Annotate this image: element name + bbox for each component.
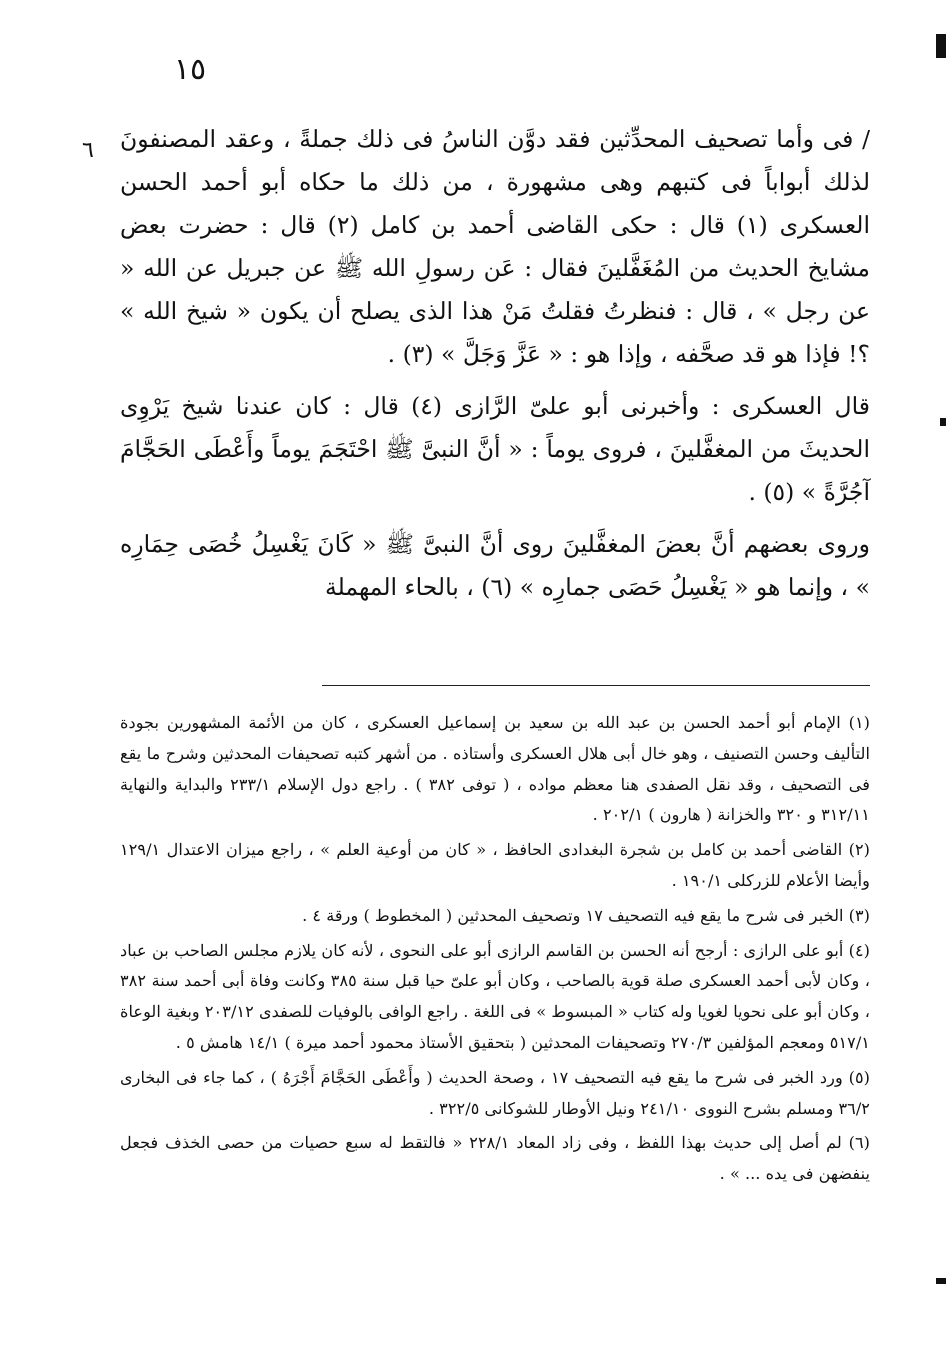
footnote: (٣) الخبر فى شرح ما يقع فيه التصحيف ١٧ وتصحيف المحدثين ( المخطوط ) ورقة ٤ . xyxy=(302,905,870,925)
footnote: (٢) القاضى أحمد بن كامل بن شجرة البغدادى الحافظ ، « كان من أوعية العلم » ، راجع ميزان الاعتدال ١٢٩/١ وأيضا الأعلام للزركلى ١٩٠/١ . xyxy=(120,840,870,890)
footnote: (٦) لم أصل إلى حديث بهذا اللفظ ، وفى زاد المعاد ٢٢٨/١ « فالتقط له سبع حصيات من حصى الخذف فجعل ينفضهن فى يده ... » . xyxy=(120,1133,870,1184)
body-paragraph: قال العسكرى : وأخبرنى أبو علىّ الرَّازى (٤) قال : كان عندنا شيخ يَرْوِى الحديثَ من المغفَّلينَ ، فروى يوماً : « أنَّ النبىَّ ﷺ احْتَجَمَ يوماً وأَعْطَى الحَجَّامَ آجُرَّةً » (٥) . xyxy=(120,392,870,506)
edge-mark-top xyxy=(936,34,946,58)
footnote-separator xyxy=(322,685,870,686)
footnote: (٤) أبو على الرازى : أرجح أنه الحسن بن القاسم الرازى أبو على النحوى ، لأنه كان يلازم مجلس الصاحب بن عباد ، وكان لأبى أحمد العسكرى صلة قوية بالصاحب ، وكان أبو علىّ حيا قبل سنة ٣٨٥ وكانت وفاة أبى أحمد سنة ٣٨٢ ، وكان أبو على نحويا لغويا وله كتاب « المبسوط » فى اللغة . راجع الوافى بالوفيات للصفدى ٢٠٣/١٢ وبغية الوعاة ٥١٧/١ ومعجم المؤلفين ٢٧٠/٣ وتصحيفات المحدثين ( بتحقيق الأستاذ محمود أحمد ميرة ) ١٤/١ هامش ٥ . xyxy=(120,940,870,1052)
main-text xyxy=(120,118,870,618)
body-paragraph: وروى بعضهم أنَّ بعضَ المغفَّلينَ روى أنَّ النبىَّ ﷺ « كَانَ يَغْسِلُ خُصَى حِمَارِه » ، وإنما هو « يَغْسِلُ حَصَى جمارِه » (٦) ، بالحاء المهملة xyxy=(120,530,870,601)
edge-mark-middle xyxy=(940,418,946,426)
footnote: (٥) ورد الخبر فى شرح ما يقع فيه التصحيف ١٧ ، وصحة الحديث ( وأَعْطَى الحَجَّامَ أَجْرَهُ ) ، كما جاء فى البخارى ٣٦/٢ ومسلم بشرح النووى ٢٤١/١٠ ونيل الأوطار للشوكانى ٣٢٢/٥ . xyxy=(120,1067,870,1118)
margin-line-number: ٦ xyxy=(82,138,94,163)
body-paragraph: / فى وأما تصحيف المحدِّثين فقد دوَّن الناسُ فى ذلك جملةً ، وعقد المصنفونَ لذلك أبواباً فى كتبهم وهى مشهورة ، من ذلك ما حكاه أبو أحمد الحسن العسكرى (١) قال : حكى القاضى أحمد بن كامل (٢) قال : حضرت بعض مشايخ الحديث من المُغَفَّلينَ فقال : عَن رسولِ الله ﷺ عن جبريل عن الله « عن رجل » ، قال : فنظرتُ فقلتُ مَنْ هذا الذى يصلح أن يكون « شيخ الله » ؟! فإذا هو قد صحَّفه ، وإذا هو : « عَزَّ وَجَلَّ » (٣) . xyxy=(120,125,870,368)
page-number: ١٥ xyxy=(173,52,207,87)
footnote: (١) الإمام أبو أحمد الحسن بن عبد الله بن سعيد بن إسماعيل العسكرى ، كان من الأئمة المشهورين بجودة التأليف وحسن التصنيف ، وهو خال أبى هلال العسكرى وأستاذه . من أشهر كتبه تصحيفات المحدثين وشرح ما يقع فى التصحيف ، وقد نقل الصفدى هنا معظم مواده ، ( توفى ٣٨٢ ) . راجع دول الإسلام ٢٣٣/١ والبداية والنهاية ٣١٢/١١ و ٣٢٠ والخزانة ( هارون ) ٢٠٢/١ . xyxy=(120,713,871,825)
edge-mark-bottom xyxy=(936,1278,946,1284)
footnotes xyxy=(120,708,870,1194)
